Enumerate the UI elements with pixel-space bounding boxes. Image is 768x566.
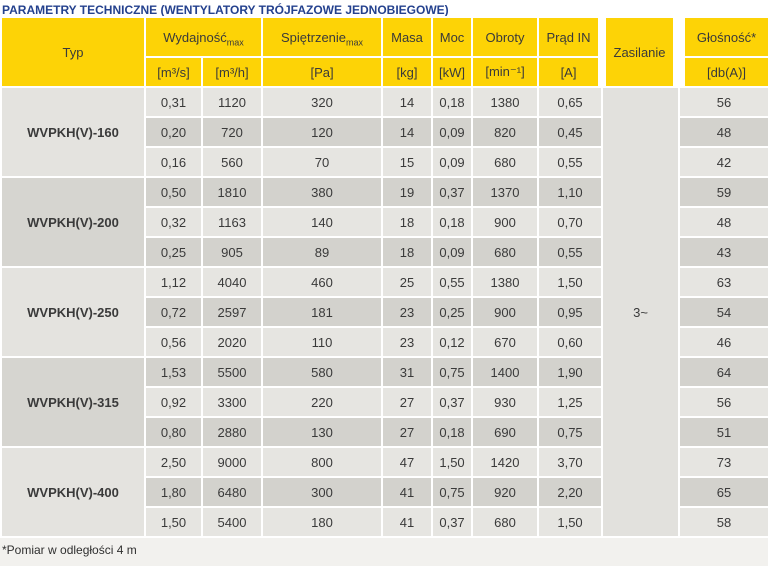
value-cell: 930 [472,387,538,417]
value-cell: 14 [382,87,432,117]
title-bar [0,0,768,16]
value-cell: 59 [679,177,768,207]
value-cell: 73 [679,447,768,477]
col-header-wydajnosc-sub: max [226,37,244,48]
unit-a: [A] [538,57,602,87]
value-cell: 720 [202,117,262,147]
unit-m3h: [m³/h] [202,57,262,87]
col-header-spietrzenie-label: Spiętrzenie [280,29,347,45]
value-cell: 0,75 [432,357,472,387]
value-cell: 0,16 [145,147,202,177]
col-header-wydajnosc-label: Wydajność [163,29,227,45]
value-cell: 120 [262,117,382,147]
unit-kw: [kW] [432,57,472,87]
fan-type-cell: WVPKH(V)-160 [1,87,145,177]
value-cell: 1,50 [432,447,472,477]
table-row [1,87,768,117]
value-cell: 580 [262,357,382,387]
value-cell: 0,45 [538,117,602,147]
technical-parameters-table [0,16,768,538]
value-cell: 380 [262,177,382,207]
value-cell: 905 [202,237,262,267]
col-header-masa: Masa [382,17,432,57]
col-header-spietrzenie [262,17,382,57]
value-cell: 47 [382,447,432,477]
power-supply-cell: 3~ [602,87,679,537]
value-cell: 900 [472,207,538,237]
value-cell: 42 [679,147,768,177]
value-cell: 0,12 [432,327,472,357]
value-cell: 65 [679,477,768,507]
value-cell: 3300 [202,387,262,417]
value-cell: 0,72 [145,297,202,327]
value-cell: 181 [262,297,382,327]
value-cell: 110 [262,327,382,357]
value-cell: 460 [262,267,382,297]
value-cell: 89 [262,237,382,267]
value-cell: 1400 [472,357,538,387]
value-cell: 220 [262,387,382,417]
value-cell: 1,12 [145,267,202,297]
value-cell: 0,25 [432,297,472,327]
value-cell: 1120 [202,87,262,117]
value-cell: 9000 [202,447,262,477]
col-header-glosnosc: Głośność* [679,17,768,57]
value-cell: 46 [679,327,768,357]
value-cell: 54 [679,297,768,327]
value-cell: 1370 [472,177,538,207]
value-cell: 0,32 [145,207,202,237]
value-cell: 820 [472,117,538,147]
value-cell: 1810 [202,177,262,207]
value-cell: 41 [382,477,432,507]
col-header-spietrzenie-sub: max [346,37,364,48]
value-cell: 1,53 [145,357,202,387]
unit-kg: [kg] [382,57,432,87]
value-cell: 64 [679,357,768,387]
value-cell: 43 [679,237,768,267]
value-cell: 0,50 [145,177,202,207]
value-cell: 920 [472,477,538,507]
unit-m3s: [m³/s] [145,57,202,87]
value-cell: 320 [262,87,382,117]
value-cell: 0,37 [432,507,472,537]
value-cell: 0,37 [432,177,472,207]
value-cell: 51 [679,417,768,447]
value-cell: 2597 [202,297,262,327]
value-cell: 31 [382,357,432,387]
value-cell: 48 [679,117,768,147]
value-cell: 2880 [202,417,262,447]
fan-type-cell: WVPKH(V)-315 [1,357,145,447]
value-cell: 300 [262,477,382,507]
value-cell: 56 [679,87,768,117]
value-cell: 0,75 [432,477,472,507]
unit-dba: [db(A)] [679,57,768,87]
col-header-moc: Moc [432,17,472,57]
value-cell: 1,25 [538,387,602,417]
value-cell: 0,18 [432,417,472,447]
unit-pa: [Pa] [262,57,382,87]
value-cell: 0,55 [538,237,602,267]
fan-type-cell: WVPKH(V)-200 [1,177,145,267]
value-cell: 1163 [202,207,262,237]
fan-type-cell: WVPKH(V)-400 [1,447,145,537]
value-cell: 58 [679,507,768,537]
value-cell: 180 [262,507,382,537]
col-header-wydajnosc [145,17,262,57]
value-cell: 900 [472,297,538,327]
value-cell: 130 [262,417,382,447]
value-cell: 0,65 [538,87,602,117]
value-cell: 2,50 [145,447,202,477]
value-cell: 5500 [202,357,262,387]
value-cell: 70 [262,147,382,177]
value-cell: 0,92 [145,387,202,417]
value-cell: 1,50 [145,507,202,537]
value-cell: 0,55 [432,267,472,297]
table-body [1,87,768,537]
value-cell: 680 [472,147,538,177]
value-cell: 0,09 [432,117,472,147]
value-cell: 0,20 [145,117,202,147]
value-cell: 0,31 [145,87,202,117]
value-cell: 0,70 [538,207,602,237]
value-cell: 63 [679,267,768,297]
value-cell: 1,90 [538,357,602,387]
value-cell: 1380 [472,267,538,297]
value-cell: 18 [382,237,432,267]
page-title: PARAMETRY TECHNICZNE (WENTYLATORY TRÓJFAZOWE JEDNOBIEGOWE) [2,3,449,17]
value-cell: 4040 [202,267,262,297]
value-cell: 27 [382,387,432,417]
value-cell: 1,50 [538,507,602,537]
value-cell: 680 [472,237,538,267]
value-cell: 14 [382,117,432,147]
value-cell: 0,55 [538,147,602,177]
value-cell: 0,18 [432,207,472,237]
value-cell: 1,50 [538,267,602,297]
value-cell: 23 [382,327,432,357]
value-cell: 2,20 [538,477,602,507]
value-cell: 140 [262,207,382,237]
value-cell: 0,37 [432,387,472,417]
fan-type-cell: WVPKH(V)-250 [1,267,145,357]
value-cell: 27 [382,417,432,447]
value-cell: 800 [262,447,382,477]
value-cell: 0,80 [145,417,202,447]
value-cell: 48 [679,207,768,237]
value-cell: 0,09 [432,237,472,267]
value-cell: 23 [382,297,432,327]
value-cell: 1380 [472,87,538,117]
unit-min: [min⁻¹] [472,57,538,87]
value-cell: 0,09 [432,147,472,177]
value-cell: 0,60 [538,327,602,357]
value-cell: 0,18 [432,87,472,117]
col-header-prad: Prąd IN [538,17,602,57]
value-cell: 0,95 [538,297,602,327]
header-row [1,17,768,57]
value-cell: 15 [382,147,432,177]
value-cell: 2020 [202,327,262,357]
value-cell: 19 [382,177,432,207]
value-cell: 41 [382,507,432,537]
value-cell: 690 [472,417,538,447]
value-cell: 0,56 [145,327,202,357]
value-cell: 0,25 [145,237,202,267]
value-cell: 6480 [202,477,262,507]
value-cell: 56 [679,387,768,417]
value-cell: 1,80 [145,477,202,507]
value-cell: 5400 [202,507,262,537]
value-cell: 1420 [472,447,538,477]
value-cell: 560 [202,147,262,177]
col-header-typ: Typ [1,17,145,87]
col-header-zasilanie: Zasilanie [602,17,679,87]
value-cell: 3,70 [538,447,602,477]
value-cell: 1,10 [538,177,602,207]
footnote: *Pomiar w odległości 4 m [2,543,137,557]
value-cell: 670 [472,327,538,357]
value-cell: 680 [472,507,538,537]
value-cell: 18 [382,207,432,237]
value-cell: 0,75 [538,417,602,447]
col-header-obroty: Obroty [472,17,538,57]
value-cell: 25 [382,267,432,297]
